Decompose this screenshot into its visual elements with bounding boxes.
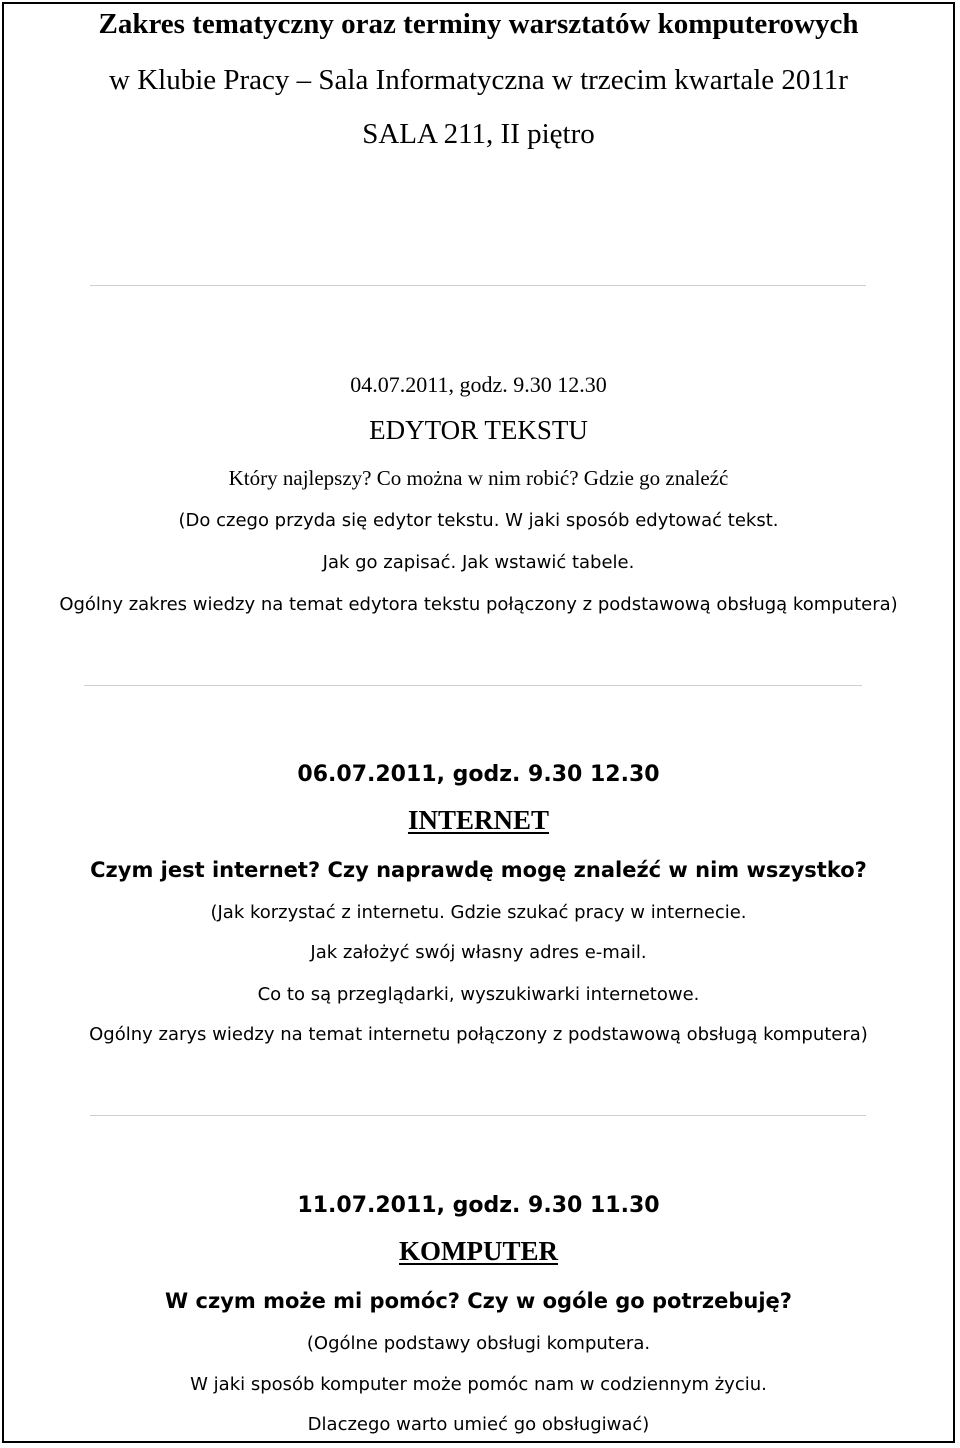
workshop-2-detail-3: Co to są przeglądarki, wyszukiwarki internetowe. [257, 984, 700, 1005]
document-title-line-2: w Klubie Pracy – Sala Informatyczna w trzecim kwartale 2011r [109, 64, 848, 96]
workshop-3-question: W czym może mi pomóc? Czy w ogóle go potrzebuję? [165, 1289, 792, 1313]
workshop-2-date: 06.07.2011, godz. 9.30 12.30 [297, 762, 660, 787]
document-page [2, 2, 955, 1443]
workshop-2-question: Czym jest internet? Czy naprawdę mogę znaleźć w nim wszystko? [90, 858, 867, 882]
workshop-1-question: Który najlepszy? Co można w nim robić? Gdzie go znaleźć [228, 466, 729, 490]
workshop-3-detail-3: Dlaczego warto umieć go obsługiwać) [307, 1414, 650, 1435]
workshop-1-detail-1: (Do czego przyda się edytor tekstu. W jaki sposób edytować tekst. [178, 510, 779, 531]
workshop-1-heading: EDYTOR TEKSTU [369, 415, 588, 445]
workshop-3-detail-1: (Ogólne podstawy obsługi komputera. [306, 1333, 651, 1354]
section-divider-3 [90, 1115, 866, 1116]
document-title-line-1: Zakres tematyczny oraz terminy warsztatów komputerowych [98, 8, 859, 40]
room-info: SALA 211, II piętro [362, 118, 595, 150]
workshop-2-heading: INTERNET [407, 805, 550, 835]
workshop-3-heading: KOMPUTER [399, 1236, 558, 1266]
workshop-1-detail-2: Jak go zapisać. Jak wstawić tabele. [322, 552, 635, 573]
workshop-2-detail-2: Jak założyć swój własny adres e-mail. [310, 942, 647, 963]
workshop-2-detail-4: Ogólny zarys wiedzy na temat internetu połączony z podstawową obsługą komputera) [89, 1024, 868, 1045]
section-divider-1 [90, 285, 866, 286]
workshop-1-date: 04.07.2011, godz. 9.30 12.30 [350, 372, 607, 397]
workshop-2-detail-1: (Jak korzystać z internetu. Gdzie szukać pracy w internecie. [210, 902, 747, 923]
section-divider-2 [84, 685, 862, 686]
workshop-3-detail-2: W jaki sposób komputer może pomóc nam w codziennym życiu. [190, 1374, 767, 1395]
workshop-1-detail-3: Ogólny zakres wiedzy na temat edytora tekstu połączony z podstawową obsługą komputera) [59, 594, 898, 615]
workshop-3-date: 11.07.2011, godz. 9.30 11.30 [297, 1193, 660, 1218]
